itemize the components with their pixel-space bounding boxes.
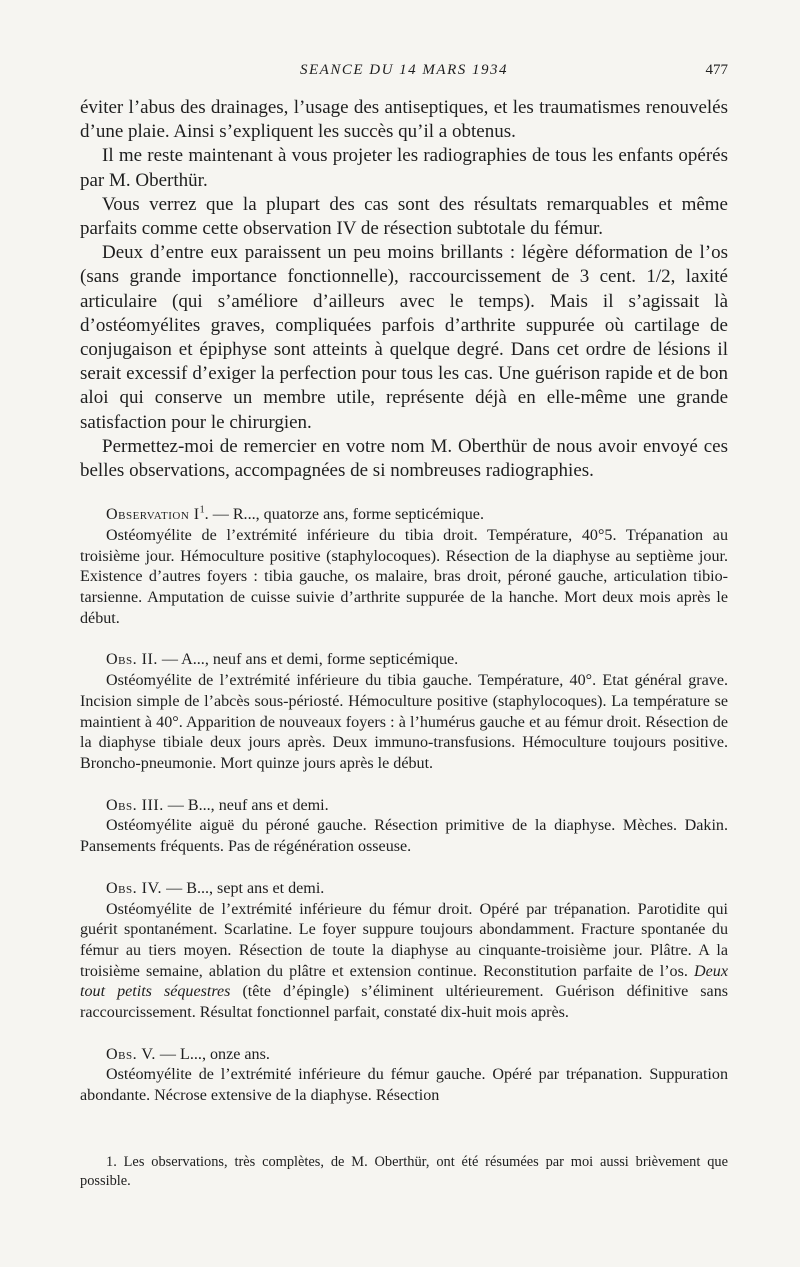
paragraph: éviter l’abus des drainages, l’usage des antiseptiques, et les traumatismes renouvelés d’une plaie. Ainsi s’expliquent les succès qu’il a obtenus.: [80, 97, 728, 143]
observation-title: — L..., onze ans.: [155, 1045, 270, 1063]
page-body: [80, 96, 728, 1107]
page-header: [80, 62, 728, 86]
paragraph: Permettez-moi de remercier en votre nom M. Oberthür de nous avoir envoyé ces belles observations, accompagnées de si nombreuses radiographies.: [80, 435, 728, 482]
observation-title: — B..., neuf ans et demi.: [163, 796, 329, 814]
observation-heading: [80, 650, 728, 671]
observation-text-part: (tête d’épingle) s’éliminent ultérieurement. Guérison définitive sans raccourcissement. Résultat fonctionnel parfait, constaté dix-huit mois après.: [80, 983, 728, 1022]
observation-4: [80, 879, 728, 1024]
observation-5: [80, 1045, 728, 1107]
main-text: [80, 96, 728, 483]
observation-text: Ostéomyélite de l’extrémité inférieure du tibia gauche. Température, 40°. Etat général grave. Incision simple de l’abcès sous-périosté. Hémoculture positive (staphylocoques). La température se maintient à 40°. Apparition de nouveaux foyers : à l’humérus gauche et au fémur droit. Résection de la diaphyse tibiale deux jours après. Deux immuno-transfusions. Hémoculture toujours positive. Broncho-pneumonie. Mort quinze jours après le début.: [80, 672, 728, 772]
observation-heading: [80, 796, 728, 817]
observation-label: Observation I: [106, 506, 200, 524]
footnote-ref: 1: [199, 504, 205, 516]
observation-label: Obs. IV.: [106, 879, 163, 897]
observation-heading: [80, 879, 728, 900]
observation-title: — A..., neuf ans et demi, forme septicémique.: [157, 651, 459, 669]
paragraph: Deux d’entre eux paraissent un peu moins brillants : légère déformation de l’os (sans grande importance fonctionnelle), raccourcissement de 3 cent. 1/2, laxité articulaire (qui s’améliore d’ailleurs avec le temps). Mais il s’agissait là d’ostéomyélites graves, compliquées parfois d’arthrite suppurée où cartilage de conjugaison et épiphyse sont atteints à quelque degré. Dans cet ordre de lésions il serait excessif d’exiger la perfection pour tous les cas. Une guérison rapide et de bon aloi qui conserve un membre utile, représente déjà en elle-même une grande satisfaction pour le chirurgien.: [80, 242, 728, 433]
observation-3: [80, 796, 728, 858]
paragraph: Il me reste maintenant à vous projeter les radiographies de tous les enfants opérés par M. Oberthür.: [80, 145, 728, 191]
paragraph: Vous verrez que la plupart des cas sont des résultats remarquables et même parfaits comme cette observation IV de résection subtotale du fémur.: [80, 193, 728, 240]
footnote-text: 1. Les observations, très complètes, de M. Oberthür, ont été résumées par moi aussi brièvement que possible.: [80, 1154, 728, 1189]
footnote: [80, 1153, 728, 1191]
observation-1: [80, 505, 728, 629]
observation-label: Obs. III.: [106, 796, 164, 814]
observation-label: Obs. II.: [106, 651, 158, 669]
observation-text-italic: Deux tout petits séquestres: [80, 962, 728, 1001]
observation-2: [80, 650, 728, 774]
observation-title: — B..., sept ans et demi.: [162, 879, 325, 897]
observation-heading: [80, 1045, 728, 1066]
observation-title: . — R..., quatorze ans, forme septicémique.: [204, 506, 484, 524]
observation-text-part: Ostéomyélite de l’extrémité inférieure du fémur droit. Opéré par trépanation. Parotidite qui guérit spontanément. Scarlatine. Le foyer suppure toujours abondamment. Fracture spontanée du fémur au tiers moyen. Résection de toute la diaphyse au cinquante-troisième jour. Plâtre. A la troisième semaine, ablation du plâtre et extension continue. Reconstitution parfaite de l’os.: [80, 900, 728, 980]
page-number: 477: [705, 62, 728, 78]
observation-text: [80, 900, 728, 1024]
observation-text: Ostéomyélite de l’extrémité inférieure du tibia droit. Température, 40°5. Trépanation au troisième jour. Hémoculture positive (staphylocoques). Résection de la diaphyse au septième jour. Existence d’autres foyers : tibia gauche, os malaire, bras droit, péroné gauche, articulation tibio-tarsienne. Amputation de cuisse suivie d’arthrite suppurée de la hanche. Mort deux mois après le début.: [80, 526, 728, 627]
observation-label: Obs. V.: [106, 1045, 156, 1063]
observation-heading: [80, 505, 728, 526]
observation-text: Ostéomyélite de l’extrémité inférieure du fémur gauche. Opéré par trépanation. Suppuration abondante. Nécrose extensive de la diaphyse. Résection: [80, 1066, 728, 1105]
observation-text: Ostéomyélite aiguë du péroné gauche. Résection primitive de la diaphyse. Mèches. Dakin. Pansements fréquents. Pas de régénération osseuse.: [80, 817, 728, 856]
running-title: SEANCE DU 14 MARS 1934: [300, 62, 508, 78]
